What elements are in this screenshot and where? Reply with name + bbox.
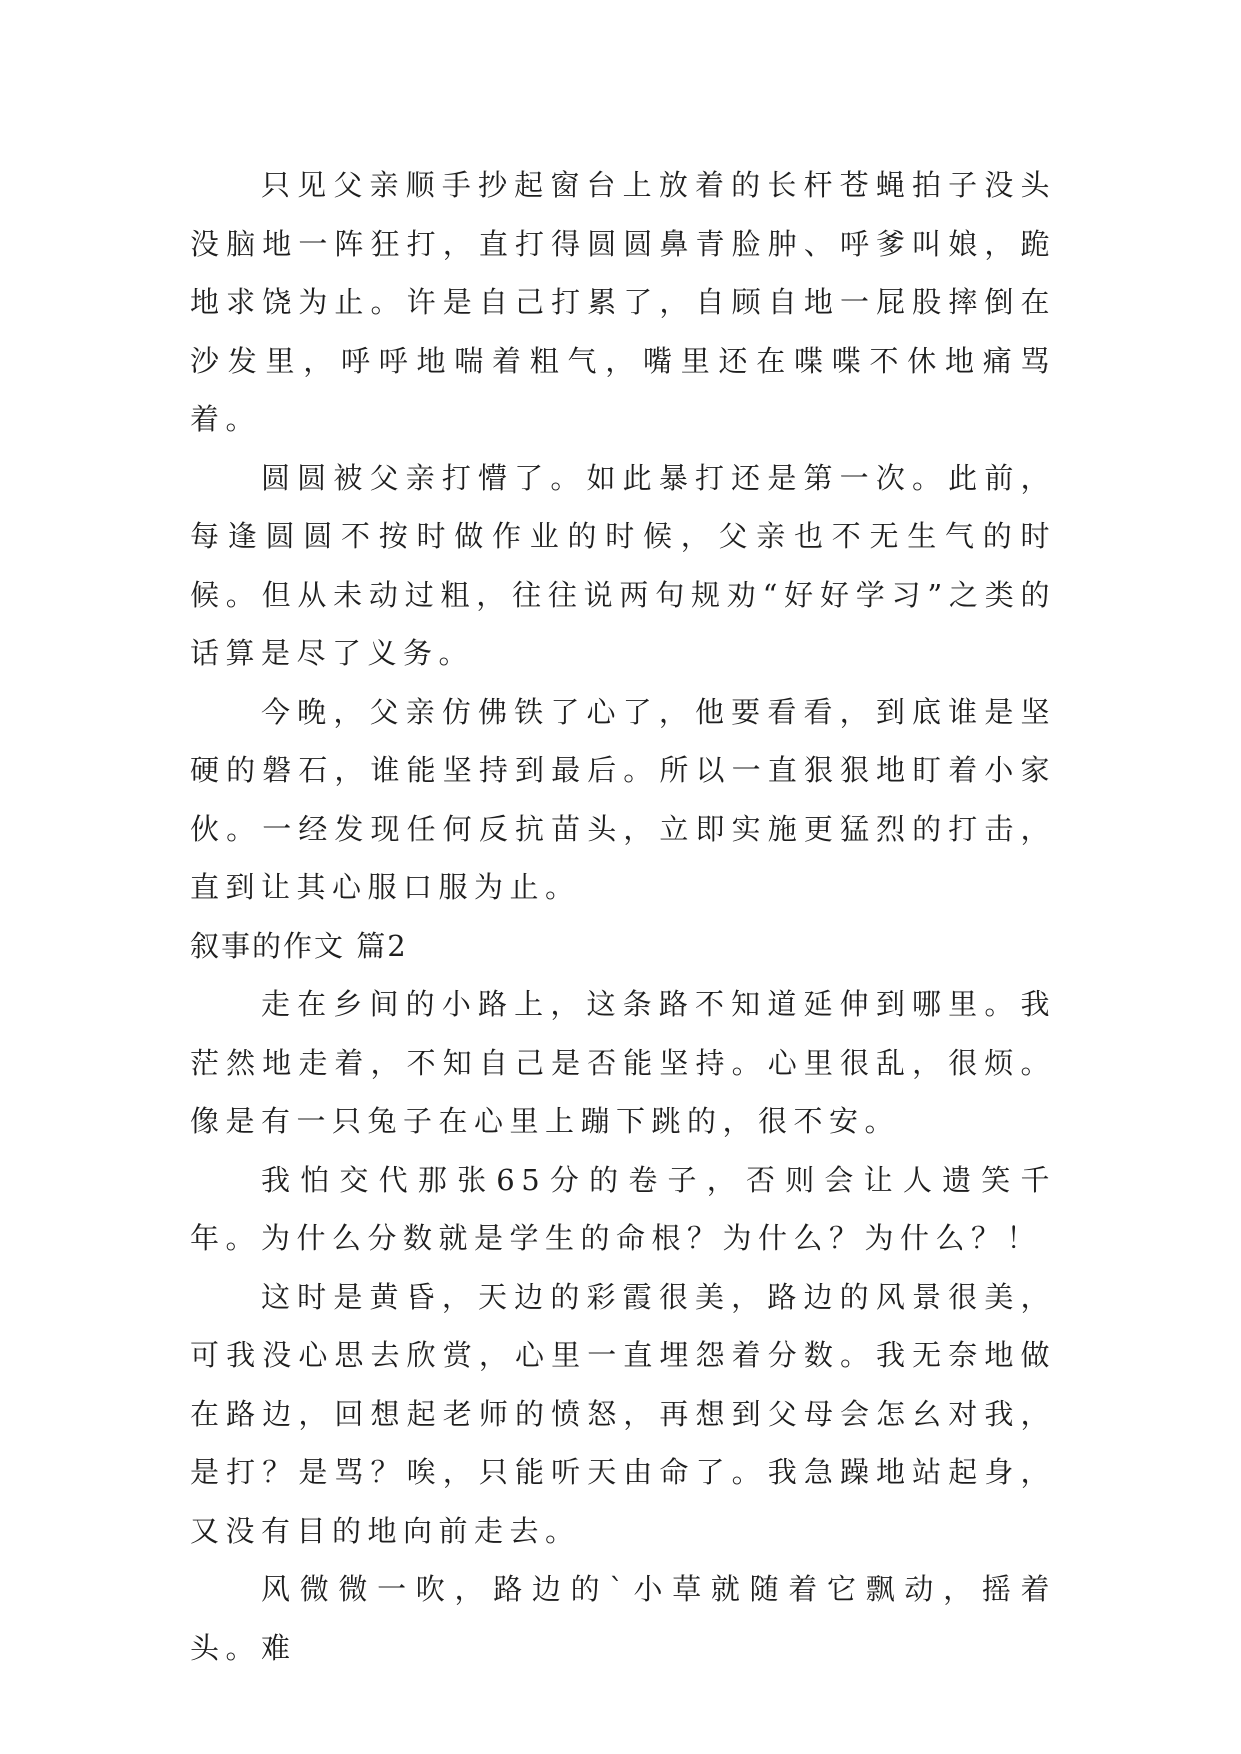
paragraph: 圆圆被父亲打懵了。如此暴打还是第一次。此前，每逢圆圆不按时做作业的时候，父亲也不无生气的时候。但从未动过粗，往往说两句规劝“好好学习”之类的话算是尽了义务。 bbox=[190, 460, 1056, 670]
paragraph: 走在乡间的小路上，这条路不知道延伸到哪里。我茫然地走着，不知自己是否能坚持。心里很乱，很烦。像是有一只兔子在心里上蹦下跳的，很不安。 bbox=[190, 987, 1056, 1138]
paragraph: 只见父亲顺手抄起窗台上放着的长杆苍蝇拍子没头没脑地一阵狂打，直打得圆圆鼻青脸肿、呼爹叫娘，跪地求饶为止。许是自己打累了，自顾自地一屁股摔倒在沙发里，呼呼地喘着粗气，嘴里还在喋喋不休地痛骂着。 bbox=[190, 168, 1056, 436]
paragraph: 我怕交代那张65分的卷子，否则会让人遗笑千年。为什么分数就是学生的命根？为什么？为什么？！ bbox=[190, 1162, 1056, 1255]
section-heading: 叙事的作文 篇2 bbox=[190, 928, 408, 963]
paragraph: 风微微一吹，路边的`小草就随着它飘动，摇着头。难 bbox=[190, 1572, 1056, 1665]
paragraph: 今晚，父亲仿佛铁了心了，他要看看，到底谁是坚硬的磐石，谁能坚持到最后。所以一直狠狠地盯着小家伙。一经发现任何反抗苗头，立即实施更猛烈的打击，直到让其心服口服为止。 bbox=[190, 694, 1056, 904]
paragraph: 这时是黄昏，天边的彩霞很美，路边的风景很美，可我没心思去欣赏，心里一直埋怨着分数。我无奈地做在路边，回想起老师的愤怒，再想到父母会怎幺对我，是打？是骂？唉，只能听天由命了。我急躁地站起身，又没有目的地向前走去。 bbox=[190, 1279, 1056, 1548]
document-page bbox=[190, 156, 1056, 1677]
